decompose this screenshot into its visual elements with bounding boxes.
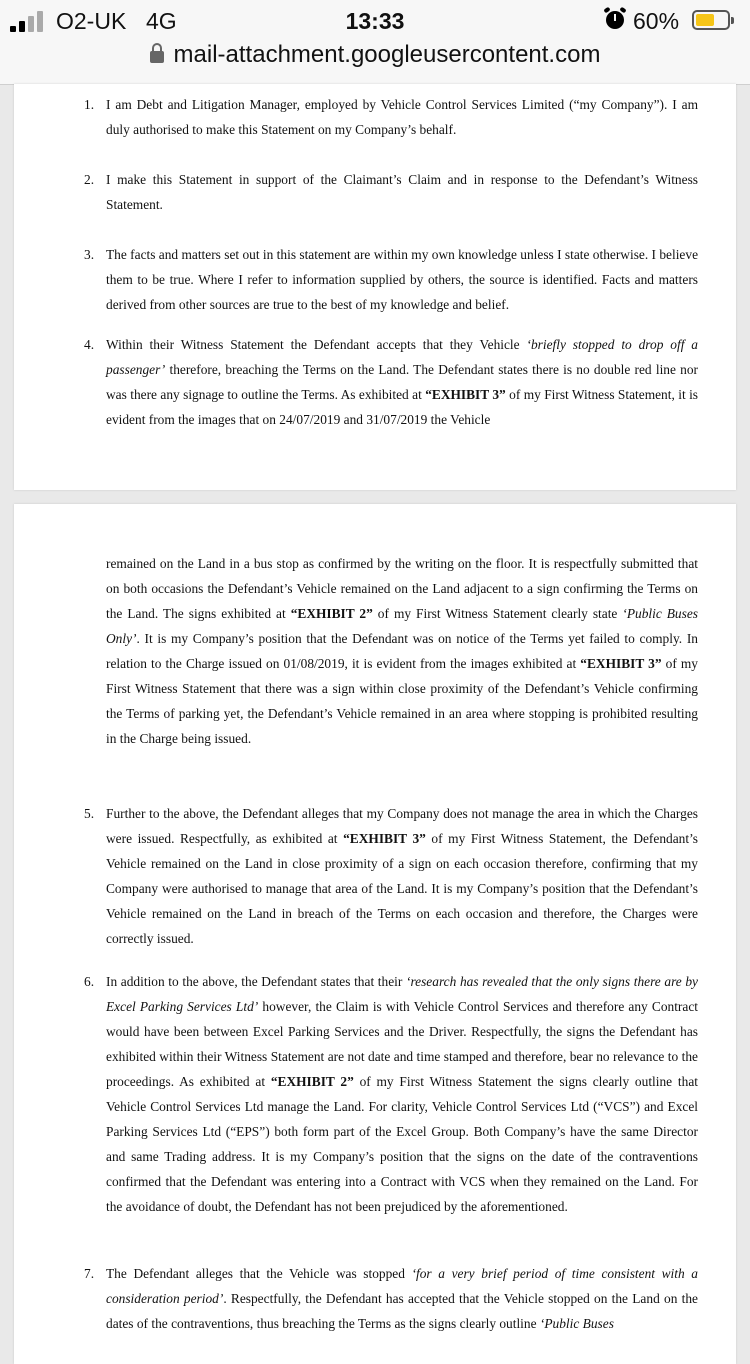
paragraph-text: Further to the above, the Defendant alleges that my Company does not manage the area in which the Charges were issued. Respectfully, as exhibited at “EXHIBIT 3” of my First Witness Statement, the Defendant’s Vehicle remained on the Land in close proximity of a sign on each occasion therefore, confirming that my Company were authorised to manage that area of the Land. It is my Company’s position that the Defendant’s Vehicle remained on the Land in breach of the Terms on each occasion and therefore, the Charges were correctly issued. — [106, 806, 699, 946]
paragraph-number: 5. — [84, 806, 95, 821]
document-page-1 — [14, 84, 736, 490]
paragraph-number: 4. — [84, 337, 95, 352]
lock-icon — [150, 51, 164, 63]
carrier-name: O2-UK — [56, 8, 127, 34]
paragraph-text: Within their Witness Statement the Defendant accepts that they Vehicle ‘briefly stopped to drop off a passenger’ therefore, breaching the Terms on the Land. The Defendant states there is no double red line nor was there any signage to outline the Terms. As exhibited at “EXHIBIT 3” of my First Witness Statement, it is evident from the images that on 24/07/2019 and 31/07/2019 the Vehicle — [106, 337, 699, 427]
paragraph-text: remained on the Land in a bus stop as confirmed by the writing on the floor. It is respectfully submitted that on both occasions the Defendant’s Vehicle remained on the Land adjacent to a sign confirming the Terms on the Land. The signs exhibited at “EXHIBIT 2” of my First Witness Statement clearly state ‘Public Buses Only’. It is my Company’s position that the Defendant was on notice of the Terms yet failed to comply. In relation to the Charge issued on 01/08/2019, it is evident from the images exhibited at “EXHIBIT 3” of my First Witness Statement that there was a sign within close proximity of the Defendant’s Vehicle confirming the Terms of parking yet, the Defendant’s Vehicle remained in an area where stopping is prohibited resulting in the Charge being issued. — [106, 556, 698, 746]
paragraph-text: The facts and matters set out in this statement are within my own knowledge unless I state otherwise. I believe them to be true. Where I refer to information supplied by others, the source is identified. Facts and matters derived from other sources are true to the best of my knowledge and belief. — [106, 247, 699, 312]
paragraph-4 — [84, 332, 699, 432]
paragraph-4-continued — [106, 551, 698, 751]
browser-top-bar — [0, 0, 750, 85]
paragraph-number: 6. — [84, 974, 95, 989]
paragraph-number: 2. — [84, 172, 95, 187]
battery-percent: 60% — [633, 8, 680, 34]
paragraph-text: The Defendant alleges that the Vehicle was stopped ‘for a very brief period of time consistent with a consideration period’. Respectfully, the Defendant has accepted that the Vehicle stopped on the Land on the dates of the contraventions, thus breaching the Terms as the signs clearly outline ‘Public Buses — [106, 1266, 699, 1331]
clock-time: 13:33 — [345, 8, 405, 34]
battery-icon — [692, 10, 730, 30]
paragraph-text: In addition to the above, the Defendant states that their ‘research has revealed that the only signs there are by Excel Parking Services Ltd’ however, the Claim is with Vehicle Control Services and therefore any Contract would have been between Excel Parking Services and the Driver. Respectfully, the signs the Defendant has exhibited within their Witness Statement are not date and time stamped and therefore, bear no relevance to the proceedings. As exhibited at “EXHIBIT 2” of my First Witness Statement the signs clearly outline that Vehicle Control Services Ltd manage the Land. For clarity, Vehicle Control Services Ltd (“VCS”) and Excel Parking Services Ltd (“EPS”) both form part of the Excel Group. Both Company’s have the same Director and same Trading address. It is my Company’s position that the signs on the date of the contraventions confirmed that the Defendant was entering into a Contract with VCS when they remained on the Land. For the avoidance of doubt, the Defendant has not been prejudiced by the aforementioned. — [106, 974, 699, 1214]
paragraph-number: 7. — [84, 1266, 95, 1281]
alarm-clock-icon — [606, 11, 624, 29]
network-type: 4G — [146, 8, 177, 34]
paragraph-7 — [84, 1261, 699, 1336]
paragraph-6 — [84, 969, 699, 1219]
paragraph-number: 3. — [84, 247, 95, 262]
paragraph-text: I am Debt and Litigation Manager, employed by Vehicle Control Services Limited (“my Company”). I am duly authorised to make this Statement on my Company’s behalf. — [106, 97, 698, 137]
document-page-2 — [14, 504, 736, 1364]
address-bar[interactable] — [0, 38, 750, 72]
paragraph-text: I make this Statement in support of the Claimant’s Claim and in response to the Defendant’s Witness Statement. — [106, 172, 698, 212]
paragraph-3 — [84, 242, 699, 317]
url-text: mail-attachment.googleusercontent.com — [173, 41, 601, 68]
paragraph-number: 1. — [84, 97, 95, 112]
paragraph-1 — [84, 92, 698, 142]
paragraph-2 — [84, 167, 698, 217]
paragraph-5 — [84, 801, 699, 951]
